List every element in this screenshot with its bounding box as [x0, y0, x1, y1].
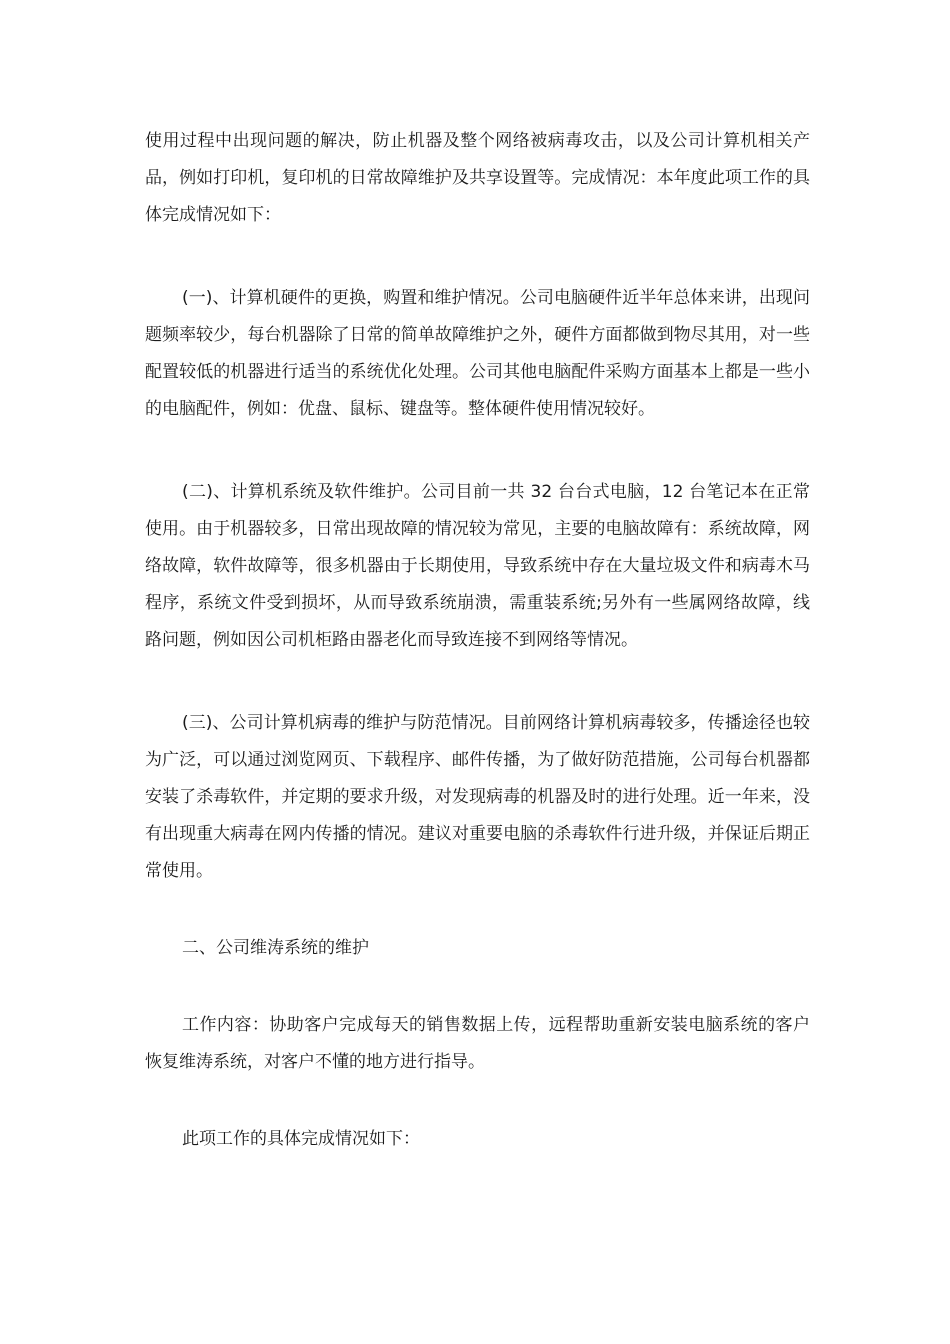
paragraph-software: (二)、计算机系统及软件维护。公司目前一共 32 台台式电脑，12 台笔记本在正常使用。由于机器较多，日常出现故障的情况较为常见，主要的电脑故障有：系统故障，网络故障，软件故障等，很多机器由于长期使用，导致系统中存在大量垃圾文件和病毒木马程序，系统文件受到损坏，从而导致系统崩溃，需重装系统;另外有一些属网络故障，线路问题，例如因公司机柜路由器老化而导致连接不到网络等情况。	[145, 482, 810, 650]
paragraph-completion: 此项工作的具体完成情况如下：	[182, 1129, 420, 1149]
section-heading: 二、公司维涛系统的维护	[182, 938, 369, 958]
paragraph-intro: 使用过程中出现问题的解决，防止机器及整个网络被病毒攻击，以及公司计算机相关产品，例如打印机，复印机的日常故障维护及共享设置等。完成情况：本年度此项工作的具体完成情况如下：	[145, 131, 810, 225]
paragraph-virus: (三)、公司计算机病毒的维护与防范情况。目前网络计算机病毒较多，传播途径也较为广泛，可以通过浏览网页、下载程序、邮件传播，为了做好防范措施，公司每台机器都安装了杀毒软件，并定期的要求升级，对发现病毒的机器及时的进行处理。近一年来，没有出现重大病毒在网内传播的情况。建议对重要电脑的杀毒软件行进升级，并保证后期正常使用。	[145, 713, 810, 881]
paragraph-work-content: 工作内容：协助客户完成每天的销售数据上传，远程帮助重新安装电脑系统的客户恢复维涛系统，对客户不懂的地方进行指导。	[145, 1015, 810, 1072]
document-body	[145, 123, 810, 1158]
paragraph-hardware: (一)、计算机硬件的更换，购置和维护情况。公司电脑硬件近半年总体来讲，出现问题频率较少，每台机器除了日常的简单故障维护之外，硬件方面都做到物尽其用，对一些配置较低的机器进行适当的系统优化处理。公司其他电脑配件采购方面基本上都是一些小的电脑配件，例如：优盘、鼠标、键盘等。整体硬件使用情况较好。	[145, 288, 810, 419]
